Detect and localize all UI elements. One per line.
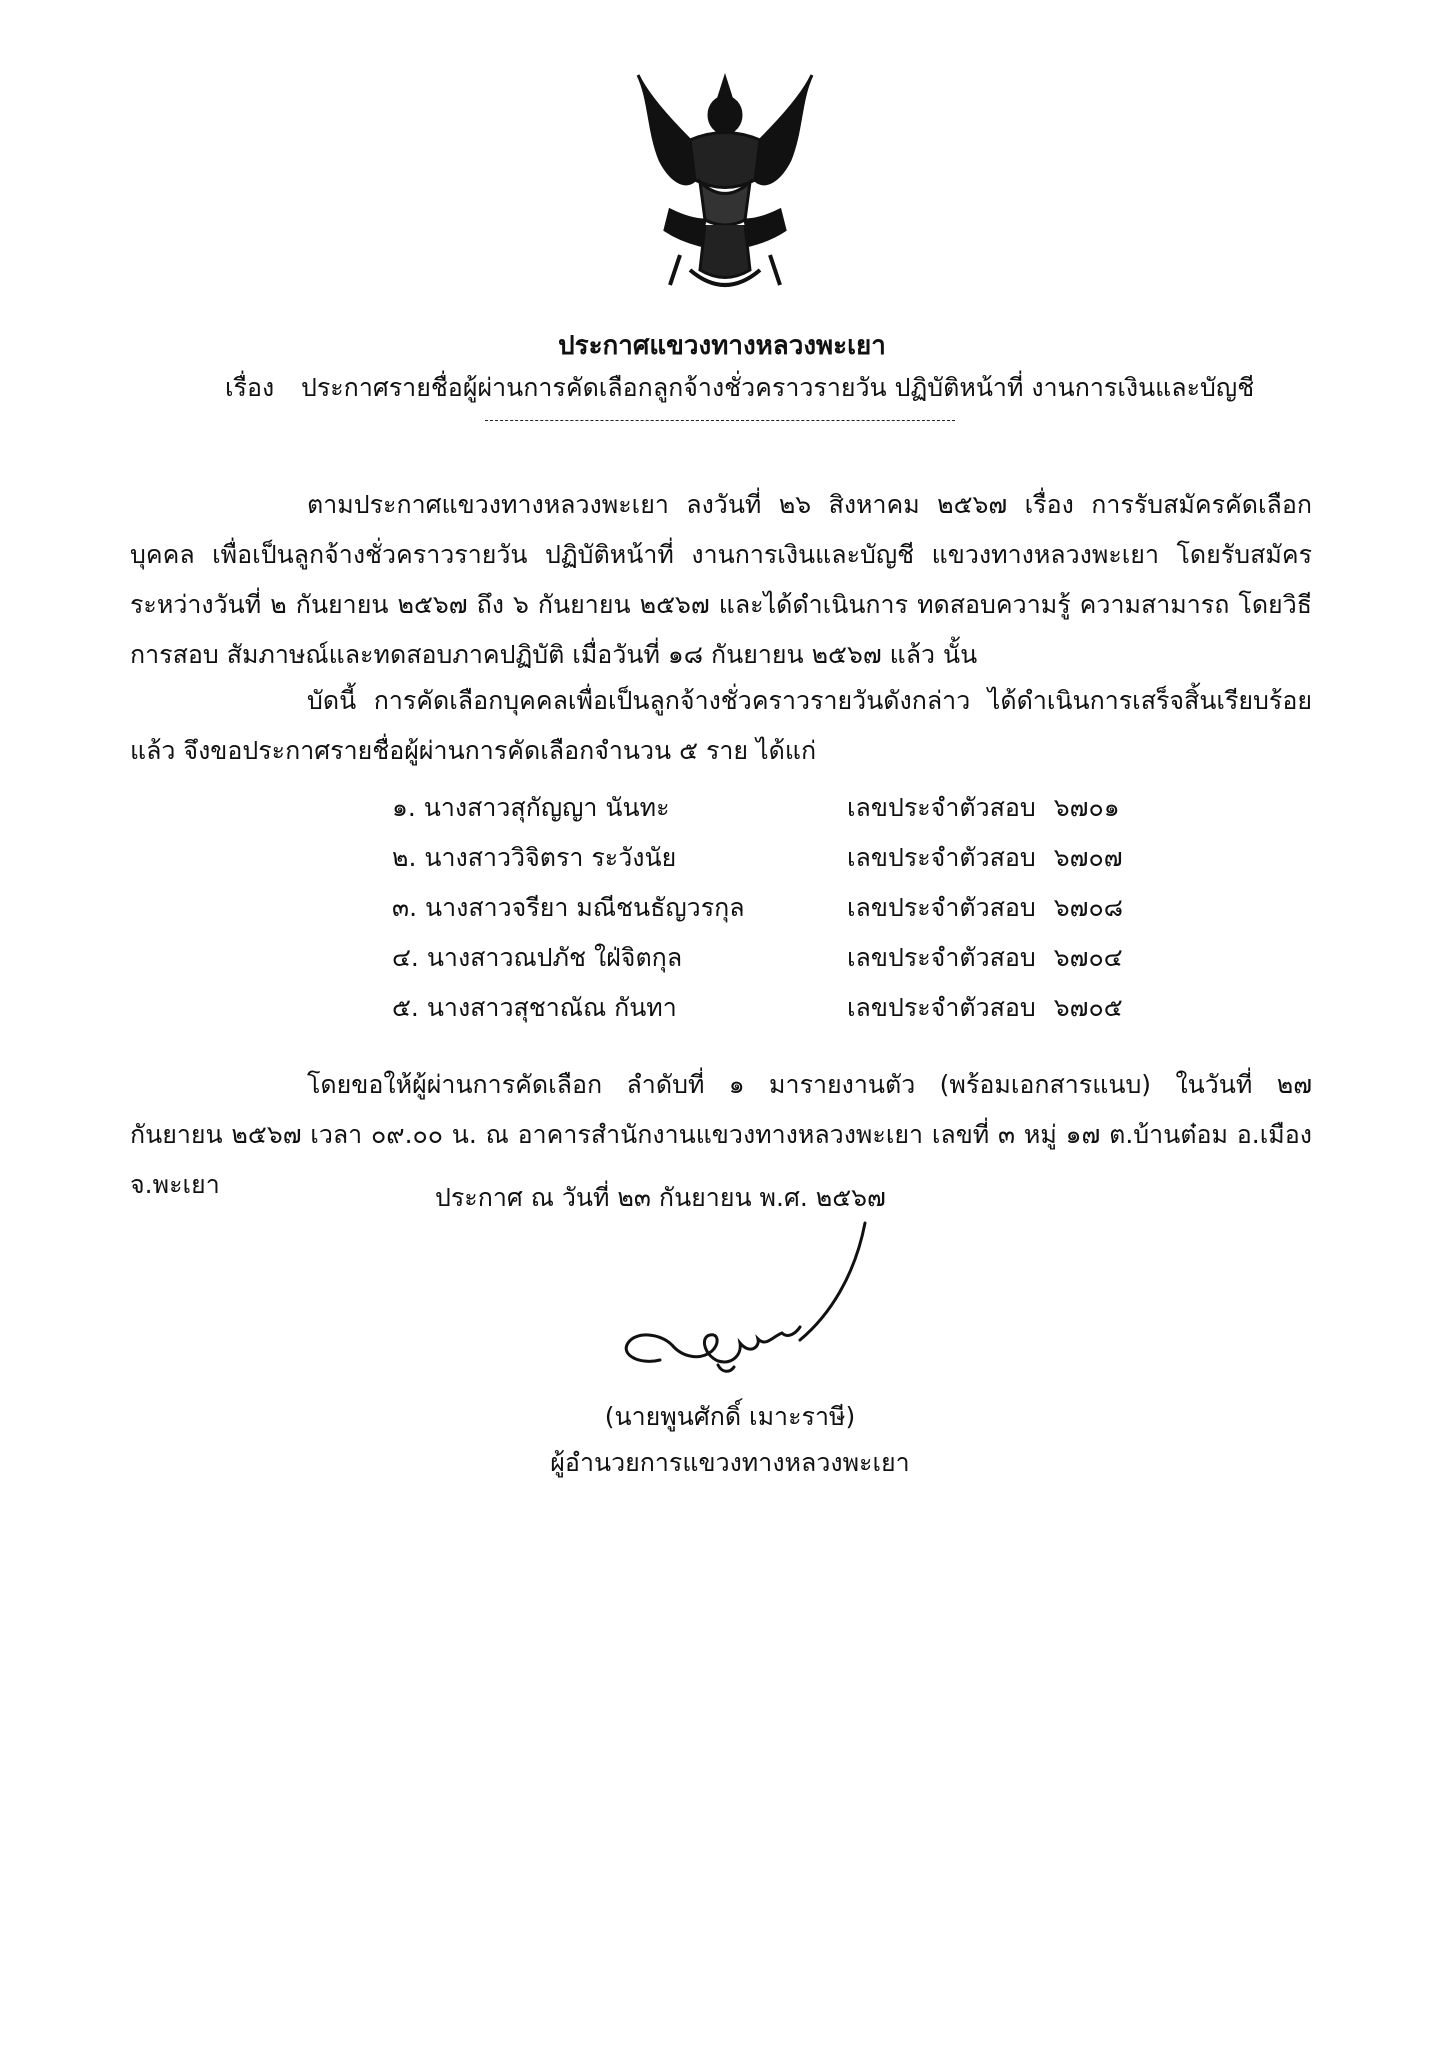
candidate-name: ๓. นางสาวจรียา มณีชนธัญวรกุล <box>392 893 745 922</box>
exam-id <box>847 788 1120 828</box>
subject-line <box>225 368 1254 408</box>
announcement-date: ประกาศ ณ วันที่ ๒๓ กันยายน พ.ศ. ๒๕๖๗ <box>435 1183 886 1212</box>
exam-id <box>847 938 1123 978</box>
exam-label: เลขประจำตัวสอบ <box>847 943 1036 972</box>
list-item <box>392 888 1152 938</box>
exam-label: เลขประจำตัวสอบ <box>847 843 1036 872</box>
exam-label: เลขประจำตัวสอบ <box>847 893 1036 922</box>
paragraph-report-instructions: โดยขอให้ผู้ผ่านการคัดเลือก ลำดับที่ ๑ มารายงานตัว (พร้อมเอกสารแนบ) ในวันที่ ๒๗ กันยายน ๒๕๖๗ เวลา ๐๙.๐๐ น. ณ อาคารสำนักงานแขวงทางหลวงพะเยา เลขที่ ๓ หมู่ ๑๗ ต.บ้านต๋อม อ.เมือง จ.พะเยา <box>130 1070 1312 1199</box>
exam-number: ๖๗๐๗ <box>1053 843 1123 872</box>
garuda-emblem-icon <box>630 70 820 300</box>
subject-text: ประกาศรายชื่อผู้ผ่านการคัดเลือกลูกจ้างชั่วคราวรายวัน ปฏิบัติหน้าที่ งานการเงินและบัญชี <box>300 373 1255 402</box>
candidate-list <box>392 788 1152 1038</box>
announcement-title: ประกาศแขวงทางหลวงพะเยา <box>558 331 886 361</box>
list-item <box>392 938 1152 988</box>
list-item <box>392 988 1152 1038</box>
exam-id <box>847 888 1123 928</box>
paragraph-background: ตามประกาศแขวงทางหลวงพะเยา ลงวันที่ ๒๖ สิงหาคม ๒๕๖๗ เรื่อง การรับสมัครคัดเลือกบุคคล เพื่อเป็นลูกจ้างชั่วคราวรายวัน ปฏิบัติหน้าที่ งานการเงินและบัญชี แขวงทางหลวงพะเยา โดยรับสมัครระหว่างวันที่ ๒ กันยายน ๒๕๖๗ ถึง ๖ กันยายน ๒๕๖๗ และได้ดำเนินการ ทดสอบความรู้ ความสามารถ โดยวิธีการสอบ สัมภาษณ์และทดสอบภาคปฏิบัติ เมื่อวันที่ ๑๘ กันยายน ๒๕๖๗ แล้ว นั้น <box>130 490 1312 669</box>
candidate-name: ๕. นางสาวสุชาณัณ กันทา <box>392 993 677 1022</box>
exam-number: ๖๗๐๔ <box>1053 943 1123 972</box>
candidate-name: ๔. นางสาวณปภัช ใฝ่จิตกุล <box>392 943 683 972</box>
list-item <box>392 838 1152 888</box>
paragraph-result: บัดนี้ การคัดเลือกบุคคลเพื่อเป็นลูกจ้างชั่วคราวรายวันดังกล่าว ได้ดำเนินการเสร็จสิ้นเรียบร้อยแล้ว จึงขอประกาศรายชื่อผู้ผ่านการคัดเลือกจำนวน ๕ ราย ได้แก่ <box>130 686 1312 765</box>
exam-number: ๖๗๐๕ <box>1053 993 1123 1022</box>
dashed-divider <box>485 420 955 421</box>
subject-label: เรื่อง <box>225 373 275 402</box>
exam-label: เลขประจำตัวสอบ <box>847 793 1036 822</box>
exam-number: ๖๗๐๑ <box>1053 793 1120 822</box>
candidate-name: ๒. นางสาววิจิตรา ระวังนัย <box>392 843 677 872</box>
signer-name: (นายพูนศักดิ์ เมาะราษี) <box>604 1402 856 1431</box>
exam-label: เลขประจำตัวสอบ <box>847 993 1036 1022</box>
signature-image <box>600 1215 900 1385</box>
list-item <box>392 788 1152 838</box>
signer-position: ผู้อำนวยการแขวงทางหลวงพะเยา <box>550 1448 910 1477</box>
exam-number: ๖๗๐๘ <box>1053 893 1124 922</box>
exam-id <box>847 988 1123 1028</box>
candidate-name: ๑. นางสาวสุกัญญา นันทะ <box>392 793 670 822</box>
exam-id <box>847 838 1123 878</box>
